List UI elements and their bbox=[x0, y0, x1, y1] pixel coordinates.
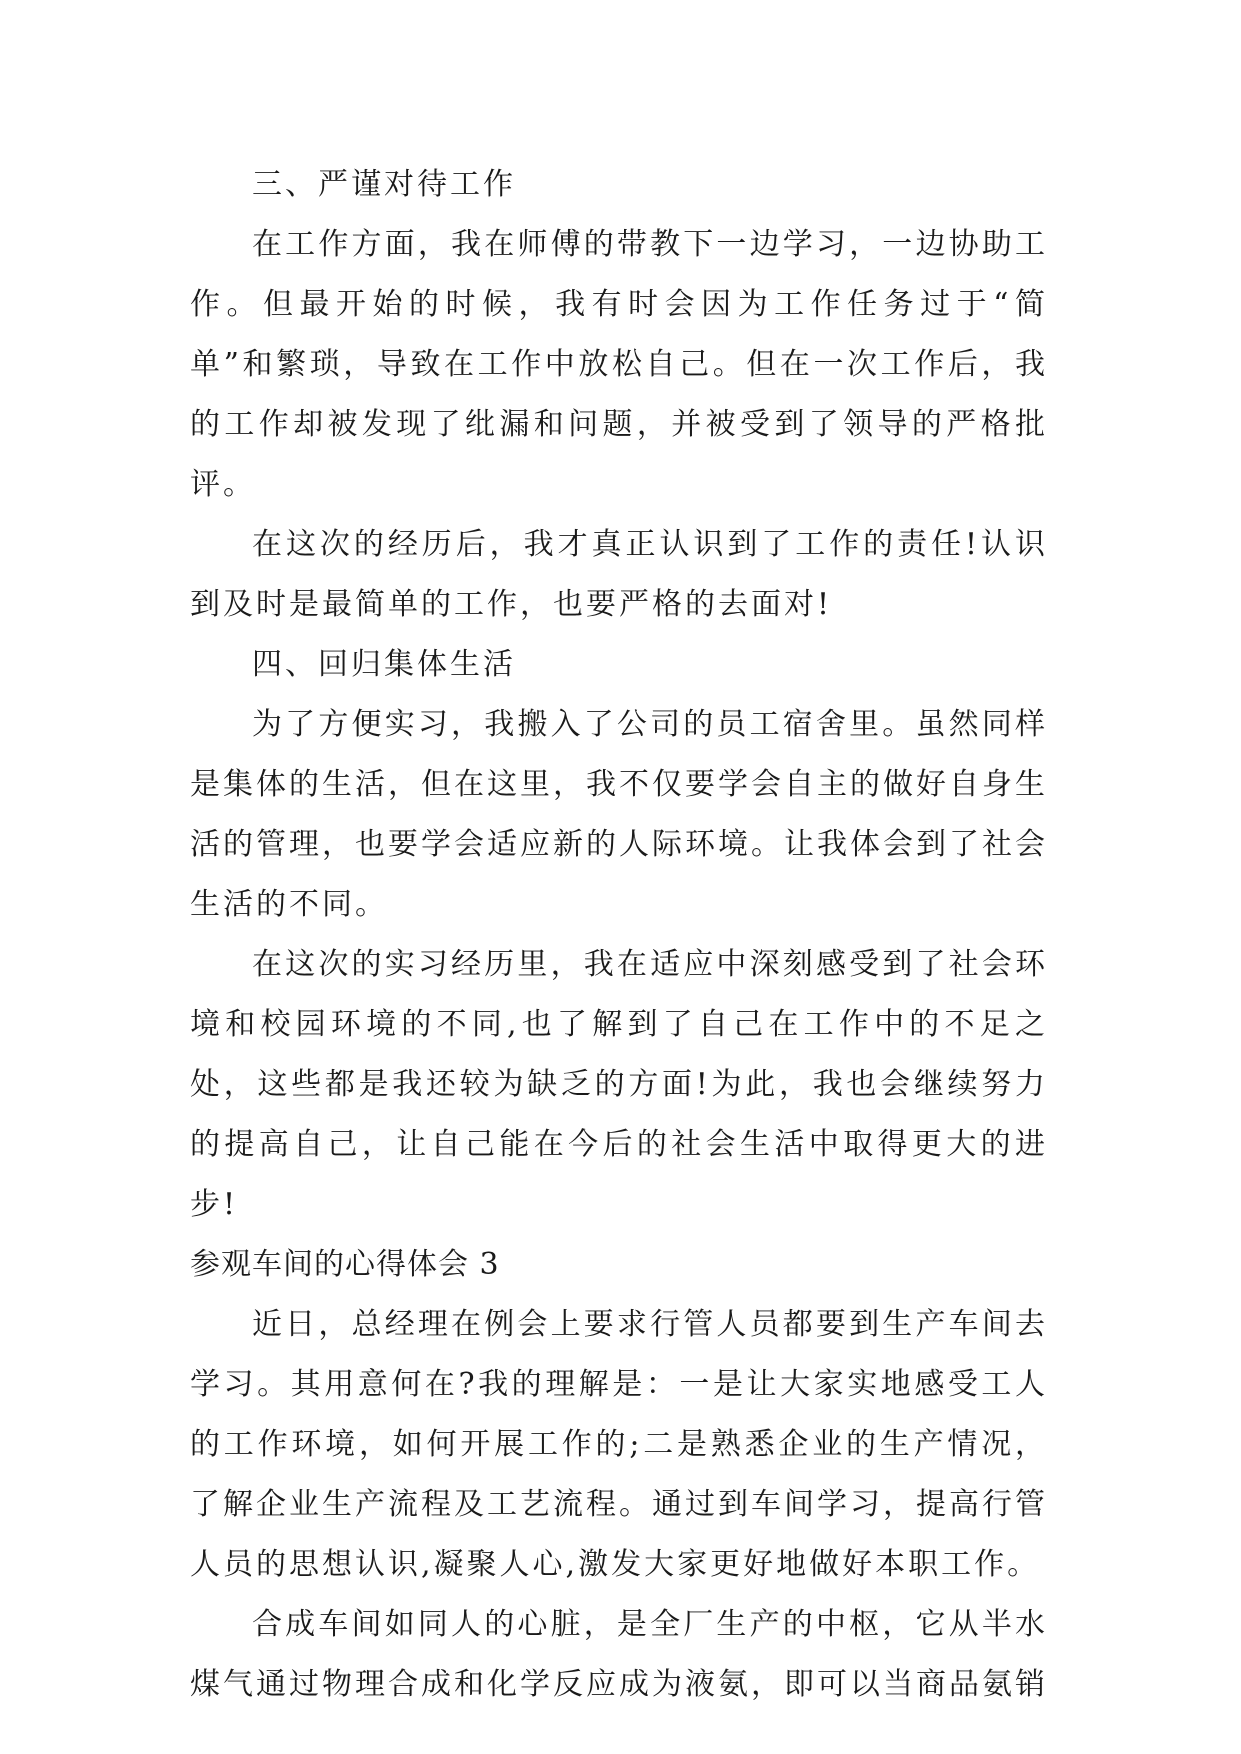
paragraph: 在工作方面，我在师傅的带教下一边学习，一边协助工作。但最开始的时候，我有时会因为工作任务过于“简单”和繁琐，导致在工作中放松自己。但在一次工作后，我的工作却被发现了纰漏和问题，并被受到了领导的严格批评。 bbox=[190, 227, 1048, 502]
section-heading-4: 四、回归集体生活 bbox=[252, 647, 516, 682]
section-heading-3: 三、严谨对待工作 bbox=[252, 167, 516, 202]
paragraph: 合成车间如同人的心脏，是全厂生产的中枢，它从半水煤气通过物理合成和化学反应成为液氨，即可以当商品氨销 bbox=[190, 1607, 1048, 1702]
document-body bbox=[190, 155, 1048, 1715]
paragraph: 近日，总经理在例会上要求行管人员都要到生产车间去学习。其用意何在?我的理解是：一是让大家实地感受工人的工作环境，如何开展工作的;二是熟悉企业的生产情况，了解企业生产流程及工艺流程。通过到车间学习，提高行管人员的思想认识,凝聚人心,激发大家更好地做好本职工作。 bbox=[190, 1307, 1048, 1582]
paragraph: 在这次的实习经历里，我在适应中深刻感受到了社会环境和校园环境的不同,也了解到了自己在工作中的不足之处，这些都是我还较为缺乏的方面!为此，我也会继续努力的提高自己，让自己能在今后的社会生活中取得更大的进步! bbox=[190, 947, 1048, 1222]
article-title: 参观车间的心得体会 3 bbox=[190, 1247, 500, 1282]
paragraph: 在这次的经历后，我才真正认识到了工作的责任!认识到及时是最简单的工作，也要严格的去面对! bbox=[190, 527, 1048, 622]
paragraph: 为了方便实习，我搬入了公司的员工宿舍里。虽然同样是集体的生活，但在这里，我不仅要学会自主的做好自身生活的管理，也要学会适应新的人际环境。让我体会到了社会生活的不同。 bbox=[190, 707, 1048, 922]
